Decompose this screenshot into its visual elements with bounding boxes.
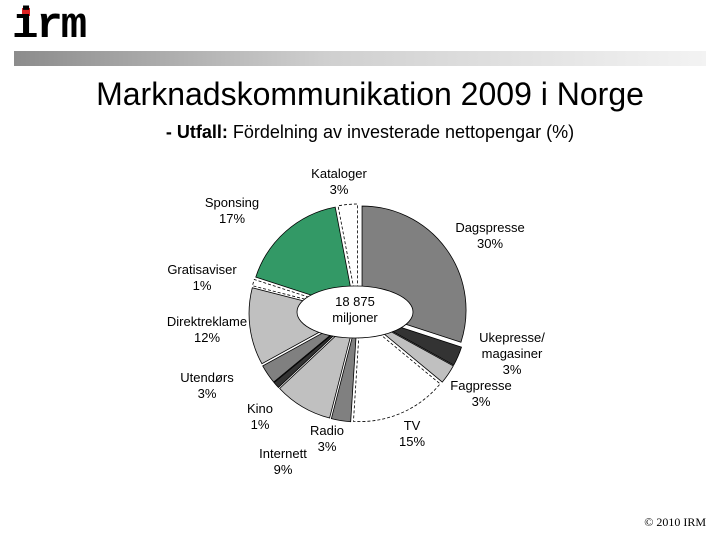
slice-label (238, 446, 328, 478)
slice-value: 1% (192, 278, 212, 293)
slice-label (162, 314, 252, 346)
slice-name: Gratisaviser (167, 262, 237, 277)
slice-label (445, 220, 535, 252)
slice-value: 3% (471, 394, 491, 409)
slice-name: Radio (310, 423, 344, 438)
slice-name: Kataloger (311, 166, 367, 181)
slice-name: Utendørs (180, 370, 234, 385)
slice-label (157, 262, 247, 294)
slice-label (215, 401, 305, 433)
slice-label (367, 418, 457, 450)
slice-value: 3% (317, 439, 337, 454)
slice-label (162, 370, 252, 402)
center-value: 18 875 (335, 294, 375, 309)
slice-value: 3% (502, 362, 522, 377)
slice-value: 1% (250, 417, 270, 432)
slice-label (467, 330, 557, 378)
slice-value: 17% (218, 211, 246, 226)
slice-value: 3% (329, 182, 349, 197)
slice-value: 15% (398, 434, 426, 449)
center-unit: miljoner (332, 310, 378, 325)
slice-name: Sponsing (204, 195, 260, 210)
slice-value: 12% (193, 330, 221, 345)
slice-name: Fagpresse (450, 378, 512, 393)
slice-name: TV (403, 418, 421, 433)
subtitle-text: Fördelning av investerade nettopengar (%) (227, 122, 575, 142)
slice-name: Kino (246, 401, 274, 416)
slice-name: Ukepresse/ magasiner (479, 330, 545, 361)
page-title: Marknadskommunikation 2009 i Norge (96, 76, 644, 112)
subtitle-bold: - Utfall: (165, 122, 228, 142)
slice-name: Dagspresse (455, 220, 525, 235)
logo: irm (12, 1, 86, 51)
slice-label (187, 195, 277, 227)
slice-value: 30% (476, 236, 504, 251)
slice-label (436, 378, 526, 410)
center-label (298, 294, 412, 326)
slice-name: Direktreklame (166, 314, 248, 329)
slice-label (294, 166, 384, 198)
slice-value: 3% (197, 386, 217, 401)
slice-name: Internett (259, 446, 307, 461)
slice-value: 9% (273, 462, 293, 477)
copyright: © 2010 IRM (644, 515, 706, 529)
